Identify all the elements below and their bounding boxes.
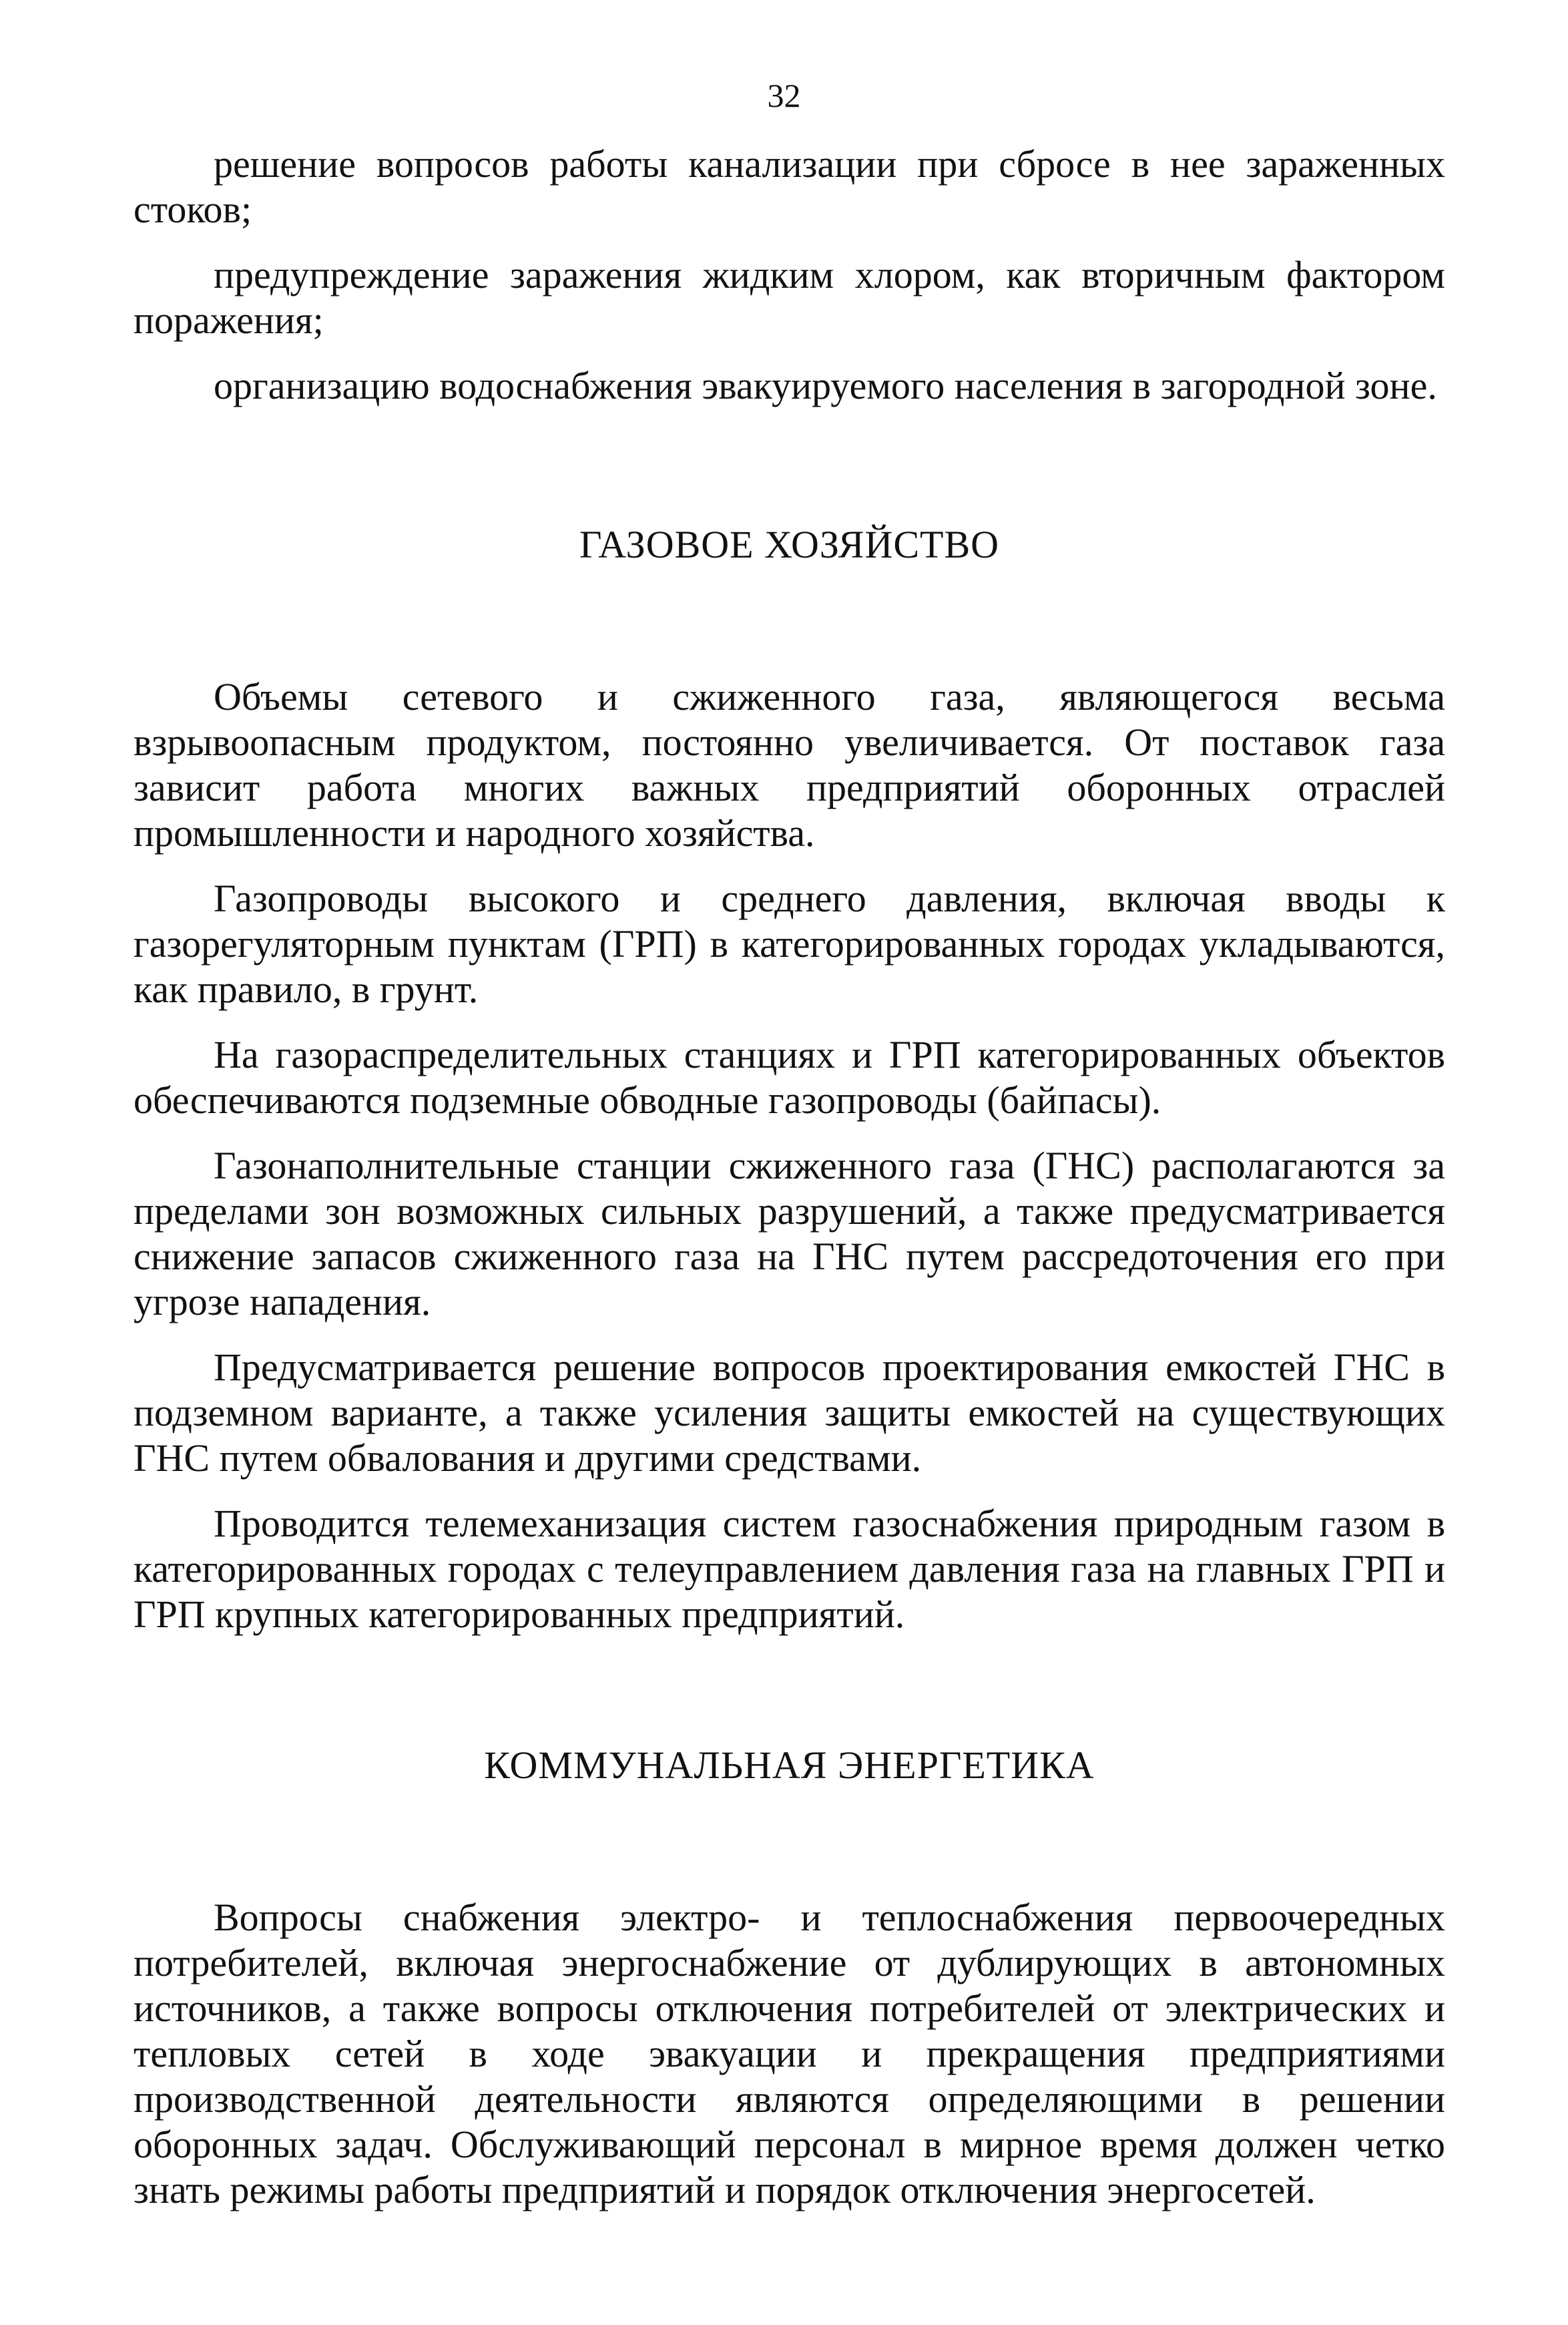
gas-paragraph-4: Газонаполнительные станции сжиженного газа (ГНС) располагаются за пределами зон возможных сильных разрушений, а также предусматривается снижение запасов сжиженного газа на ГНС путем рассредоточения его при угрозе нападения. [134,1144,1445,1323]
gas-paragraph-1: Объемы сетевого и сжиженного газа, являющегося весьма взрывоопасным продуктом, постоянно увеличивается. От поставок газа зависит работа многих важных предприятий оборонных отраслей промышленности и народного хозяйства. [134,675,1445,855]
gas-paragraph-3: На газораспределительных станциях и ГРП категорированных объектов обеспечиваются подземные обводные газопроводы (байпасы). [134,1033,1445,1122]
energy-paragraph-1: Вопросы снабжения электро- и теплоснабжения первоочередных потребителей, включая энергоснабжение от дублирующих в автономных источников, а также вопросы отключения потребителей от электрических и тепловых сетей в ходе эвакуации и прекращения предприятиями производственной деятельности являются определяющими в решении оборонных задач. Обслуживающий персонал в мирное время должен четко знать режимы работы предприятий и порядок отключения энергосетей. [134,1896,1445,2211]
intro-paragraph-3: организацию водоснабжения эвакуируемого населения в загородной зоне. [214,364,1437,407]
section-heading-energy: КОММУНАЛЬНАЯ ЭНЕРГЕТИКА [484,1743,1095,1787]
section-heading-gas: ГАЗОВОЕ ХОЗЯЙСТВО [579,523,1000,566]
page-number: 32 [767,77,801,114]
gas-paragraph-6: Проводится телемеханизация систем газоснабжения природным газом в категорированных городах с телеуправлением давления газа на главных ГРП и ГРП крупных категорированных предприятий. [134,1502,1445,1636]
gas-paragraph-5: Предусматривается решение вопросов проектирования емкостей ГНС в подземном варианте, а также усиления защиты емкостей на существующих ГНС путем обвалования и другими средствами. [134,1345,1445,1480]
page-body [134,142,1445,2213]
intro-paragraph-2: предупреждение заражения жидким хлором, как вторичным фактором поражения; [134,253,1445,342]
gas-paragraph-2: Газопроводы высокого и среднего давления, включая вводы к газорегуляторным пунктам (ГРП) в категорированных городах укладываются, как правило, в грунт. [134,877,1445,1011]
intro-paragraph-1: решение вопросов работы канализации при сбросе в нее зараженных стоков; [134,142,1445,231]
